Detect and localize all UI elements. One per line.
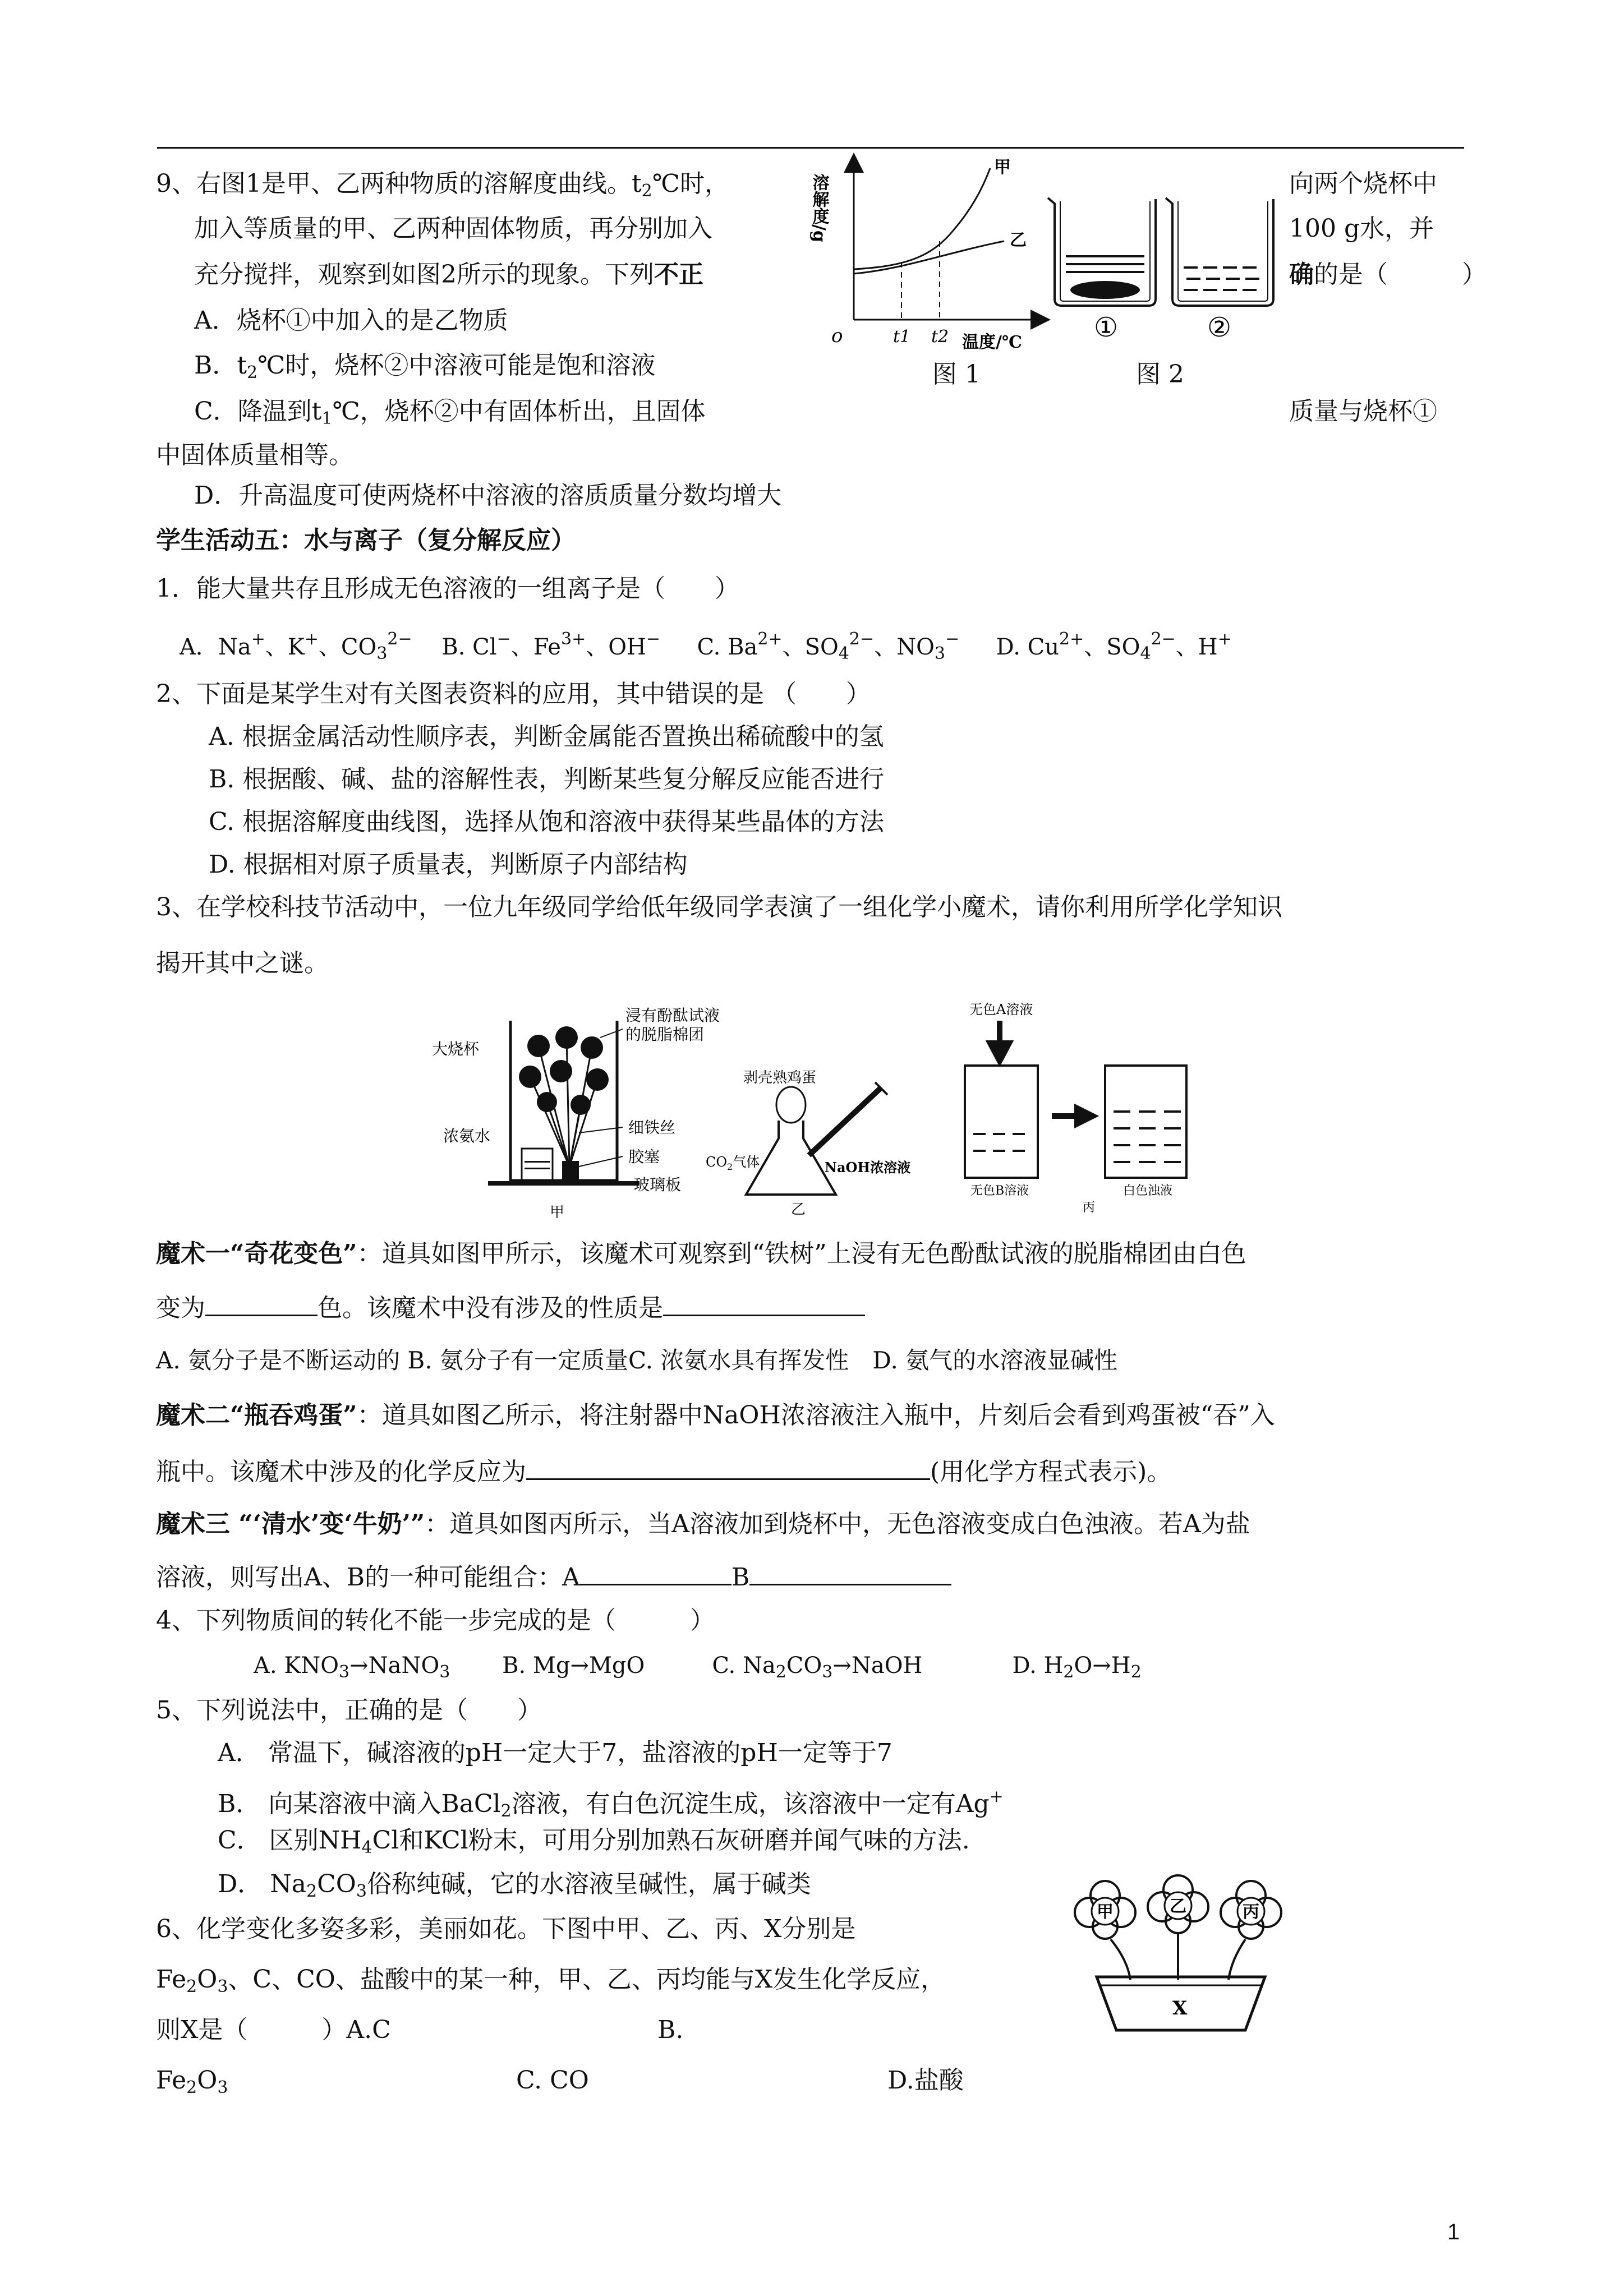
label-cotton-2: 的脱脂棉团 xyxy=(625,1025,705,1044)
header-rule xyxy=(157,147,1464,149)
q9-line3-right: 确的是（ ） xyxy=(1289,260,1487,289)
magic1-line2: 变为 色。该魔术中没有涉及的性质是 xyxy=(156,1290,865,1324)
q5-option-c: C． 区别$NH_4Cl$和KCl粉末，可用分别加熟石灰研磨并闻气味的方法. xyxy=(218,1826,970,1857)
arrow-right xyxy=(1052,1108,1093,1124)
q1-options: A．Na+、K+、$CO_3^{2-}$ B. Cl−、$Fe^{3+}$、OH− C. $Ba^{2+}$、$SO_4^{2-}$、$NO_3^-$ D. $Cu^{2+}$、$SO_4^{2-}$、H+ xyxy=(180,629,1232,663)
q9-option-c-right: 质量与烧杯① xyxy=(1289,397,1437,426)
q2-option-d: D. 根据相对原子质量表，判断原子内部结构 xyxy=(209,850,688,879)
beaker-b xyxy=(965,1066,1038,1178)
answer-blank-b[interactable] xyxy=(749,1559,951,1585)
q6-stem-line1: 6、化学变化多姿多彩，美丽如花。下图中甲、乙、丙、X分别是 xyxy=(156,1915,856,1943)
beaker-2-liquid xyxy=(1184,266,1259,291)
flower-label-bing: 丙 xyxy=(1243,1902,1259,1922)
q4-options: A. $KNO_3\to NaNO_3$ B. Mg→MgO C. $Na_2CO_3\to NaOH$ D. $H_2O\to H_2$ xyxy=(254,1653,1142,1682)
q3-stem-line2: 揭开其中之谜。 xyxy=(156,949,329,978)
series-label-jia: 甲 xyxy=(994,158,1011,177)
q6-stem-line2: $Fe_2O_3$、C、CO、盐酸中的某一种，甲、乙、丙均能与X发生化学反应， xyxy=(156,1965,946,1997)
answer-blank-a[interactable] xyxy=(580,1559,732,1585)
small-beaker xyxy=(522,1149,553,1180)
q3-stem-line1: 3、在学校科技节活动中，一位九年级同学给低年级同学表演了一组化学小魔术，请你利用所学化学知识 xyxy=(156,893,1282,921)
q5-option-a: A． 常温下，碱溶液的pH一定大于7，盐溶液的pH一定等于7 xyxy=(218,1739,892,1767)
q6-option-b-value: $Fe_2O_3$ xyxy=(156,2066,228,2097)
page-number: 1 xyxy=(1447,2220,1460,2244)
label-wire: 细铁丝 xyxy=(628,1118,676,1137)
label-big-beaker: 大烧杯 xyxy=(432,1040,480,1058)
beaker-1-label: ① xyxy=(1094,312,1119,343)
stems xyxy=(1111,1934,1245,1980)
q9-line2: 加入等质量的甲、乙两种固体物质，再分别加入 xyxy=(194,214,712,243)
x-tick-t2: t2 xyxy=(931,327,949,347)
label-naoh: NaOH浓溶液 xyxy=(825,1159,911,1175)
egg xyxy=(776,1087,806,1123)
magic1-options: A. 氨分子是不断运动的 B. 氨分子有一定质量C. 浓氨水具有挥发性 D. 氨气的水溶液显碱性 xyxy=(156,1347,1118,1374)
fig1-caption: 图 1 xyxy=(932,360,981,389)
x-label: 温度/℃ xyxy=(962,333,1022,352)
flower-label-yi: 乙 xyxy=(1170,1897,1186,1916)
series-label-yi: 乙 xyxy=(1010,230,1027,250)
beaker-b-liquid xyxy=(973,1133,1025,1152)
magic1-line1: 魔术一“奇花变色”：道具如图甲所示，该魔术可观察到“铁树”上浸有无色酚酞试液的脱脂棉团由白色 xyxy=(156,1239,1246,1268)
q9-line2-right: 100 g水，并 xyxy=(1289,214,1434,243)
origin-label: o xyxy=(831,325,843,347)
q6-option-c: C. CO xyxy=(516,2066,589,2095)
rubber-plug xyxy=(562,1161,579,1180)
q9-option-a: A．烧杯①中加入的是乙物质 xyxy=(194,306,508,335)
fig2-caption: 图 2 xyxy=(1136,360,1184,389)
q5-stem: 5、下列说法中，正确的是（ ） xyxy=(156,1696,542,1725)
magic2-line2: 瓶中。该魔术中涉及的化学反应为 (用化学方程式表示)。 xyxy=(156,1454,1171,1488)
answer-blank-equation[interactable] xyxy=(526,1454,930,1480)
q9-option-c: C．降温到$t_1℃$，烧杯②中有固体析出，且固体 xyxy=(194,397,706,428)
q6-option-d: D.盐酸 xyxy=(887,2066,964,2095)
solubility-chart xyxy=(809,151,1055,353)
answer-blank-property[interactable] xyxy=(663,1290,865,1316)
section-title: 学生活动五：水与离子（复分解反应） xyxy=(156,526,576,555)
curve-jia xyxy=(854,168,990,269)
label-cotton: 浸有酚酞试液 xyxy=(625,1006,720,1025)
q5-option-d: D． $Na_2CO_3$俗称纯碱，它的水溶液呈碱性，属于碱类 xyxy=(218,1870,811,1901)
x-tick-t1: t1 xyxy=(893,327,911,347)
label-plug: 胶塞 xyxy=(628,1147,660,1166)
magic1-title: 魔术一“奇花变色” xyxy=(156,1239,357,1268)
beaker-2-inner xyxy=(1178,201,1268,301)
label-turbid: 白色浊液 xyxy=(1123,1184,1173,1198)
label-sol-b: 无色B溶液 xyxy=(970,1184,1029,1198)
label-glass: 玻璃板 xyxy=(634,1175,682,1194)
curve-yi xyxy=(854,241,1004,274)
magic2-line1: 魔术二“瓶吞鸡蛋”：道具如图乙所示，将注射器中NaOH浓溶液注入瓶中，片刻后会看到鸡蛋被“吞”入 xyxy=(156,1401,1275,1430)
beaker-2-label: ② xyxy=(1207,312,1232,343)
q2-option-a: A. 根据金属活动性顺序表，判断金属能否置换出稀硫酸中的氢 xyxy=(209,722,884,751)
label-co2: $CO_2$气体 xyxy=(706,1154,760,1172)
label-bing: 丙 xyxy=(1083,1201,1096,1215)
label-sol-a: 无色A溶液 xyxy=(969,1002,1033,1017)
magic3-line2: 溶液，则写出A、B的一种可能组合：A B xyxy=(156,1559,951,1593)
q9-option-d: D．升高温度可使两烧杯中溶液的溶质质量分数均增大 xyxy=(194,481,782,510)
q5-option-b: B． 向某溶液中滴入BaCl$_2$溶液，有白色沉淀生成，该溶液中一定有Ag+ xyxy=(218,1787,1004,1821)
q2-option-b: B. 根据酸、碱、盐的溶解性表，判断某些复分解反应能否进行 xyxy=(209,765,885,794)
q9-line1-right: 向两个烧杯中 xyxy=(1289,169,1437,198)
q9-option-b: B．$t_2℃$时，烧杯②中溶液可能是饱和溶液 xyxy=(194,351,656,382)
magic2-title: 魔术二“瓶吞鸡蛋” xyxy=(156,1401,357,1430)
ammonia-liquid xyxy=(525,1161,550,1169)
q9-line3: 充分搅拌，观察到如图2所示的现象。下列不正 xyxy=(194,260,703,289)
q4-stem: 4、下列物质间的转化不能一步完成的是（ ） xyxy=(156,1606,715,1635)
q9-option-c-cont: 中固体质量相等。 xyxy=(156,441,353,469)
cotton-balls xyxy=(519,1026,609,1115)
y-label: 溶解度/g xyxy=(809,174,829,242)
q2-stem: 2、下面是某学生对有关图表资料的应用，其中错误的是 （ ） xyxy=(156,680,871,708)
label-jia: 甲 xyxy=(550,1204,565,1221)
q2-option-c: C. 根据溶解度曲线图，选择从饱和溶液中获得某些晶体的方法 xyxy=(209,808,885,836)
q6-option-b-label: B. xyxy=(657,2016,684,2044)
beakers-figure xyxy=(1043,193,1279,345)
label-egg: 剥壳熟鸡蛋 xyxy=(743,1069,817,1086)
magic3-line1: 魔术三 “‘清水’变‘牛奶’”：道具如图丙所示，当A溶液加到烧杯中，无色溶液变成白色浊液。若A为盐 xyxy=(156,1510,1250,1538)
beaker-turbid-liquid xyxy=(1114,1110,1181,1163)
leader-cotton xyxy=(600,1029,623,1038)
flower-pot-figure xyxy=(1066,1868,1313,2036)
q1-stem: 1．能大量共存且形成无色溶液的一组离子是（ ） xyxy=(156,574,739,603)
label-yi: 乙 xyxy=(791,1201,806,1218)
answer-blank-color[interactable] xyxy=(205,1290,318,1316)
pot-label: X xyxy=(1172,1997,1188,2020)
syringe xyxy=(809,1088,881,1155)
label-ammonia: 浓氨水 xyxy=(443,1127,491,1145)
beaker-2 xyxy=(1166,198,1273,306)
flower-label-jia: 甲 xyxy=(1097,1902,1114,1922)
q6-stem-line3: 则X是（ ）A.C xyxy=(156,2016,391,2044)
magic-apparatus-figure xyxy=(432,998,1195,1223)
arrow-down xyxy=(990,1021,1009,1061)
q9-line1: 9、右图1是甲、乙两种物质的溶解度曲线。$t_2℃$时， xyxy=(156,169,729,201)
magic3-title: 魔术三 “‘清水’变‘牛奶’” xyxy=(156,1510,425,1538)
beaker-1-solid xyxy=(1066,255,1144,299)
